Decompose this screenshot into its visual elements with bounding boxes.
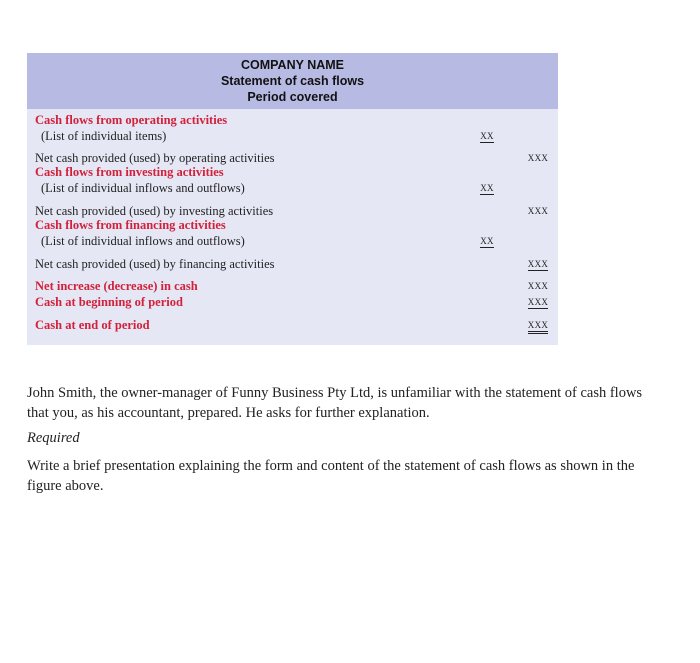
statement-row (27, 180, 558, 196)
question-intro: John Smith, the owner-manager of Funny Business Pty Ltd, is unfamiliar with the statement of cash flows that you, as his accountant, prepared. He asks for further explanation. (27, 385, 643, 421)
cash-end-label: Cash at end of period (35, 318, 150, 332)
investing-net-amount: XXX (527, 206, 549, 216)
investing-items: (List of individual inflows and outflows) (41, 181, 245, 195)
cash-end-amount: XXX (528, 320, 548, 334)
statement-row (27, 317, 558, 333)
statement-row (27, 128, 558, 144)
net-increase-label: Net increase (decrease) in cash (35, 279, 198, 293)
required-label: Required (27, 430, 80, 446)
statement-row (27, 164, 558, 180)
financing-heading: Cash flows from financing activities (35, 218, 226, 232)
statement-row (27, 256, 558, 272)
investing-items-amount: XX (480, 183, 494, 193)
statement-row (27, 217, 558, 233)
financing-items: (List of individual inflows and outflows) (41, 234, 245, 248)
investing-heading: Cash flows from investing activities (35, 165, 224, 179)
statement-row (27, 112, 558, 128)
period-covered: Period covered (247, 90, 338, 104)
statement-header (27, 53, 558, 109)
operating-net: Net cash provided (used) by operating activities (35, 151, 275, 165)
company-name: COMPANY NAME (240, 58, 344, 72)
cash-beginning-amount: XXX (527, 297, 549, 307)
net-increase-amount: XXX (527, 281, 549, 291)
financing-items-amount: XX (480, 236, 494, 246)
operating-items: (List of individual items) (41, 129, 167, 143)
statement-row (27, 278, 558, 294)
operating-heading: Cash flows from operating activities (35, 113, 228, 127)
statement-title: Statement of cash flows (220, 74, 365, 88)
financing-net: Net cash provided (used) by financing activities (35, 257, 275, 271)
question-task: Write a brief presentation explaining the form and content of the statement of cash flows as shown in the figure above. (27, 458, 635, 494)
investing-net: Net cash provided (used) by investing activities (35, 204, 274, 218)
operating-items-amount: XX (480, 131, 494, 141)
statement-row (27, 294, 558, 310)
statement-row (27, 233, 558, 249)
cash-beginning-label: Cash at beginning of period (35, 295, 183, 309)
financing-net-amount: XXX (527, 259, 549, 269)
cash-flow-statement (27, 53, 558, 345)
operating-net-amount: XXX (527, 153, 549, 163)
